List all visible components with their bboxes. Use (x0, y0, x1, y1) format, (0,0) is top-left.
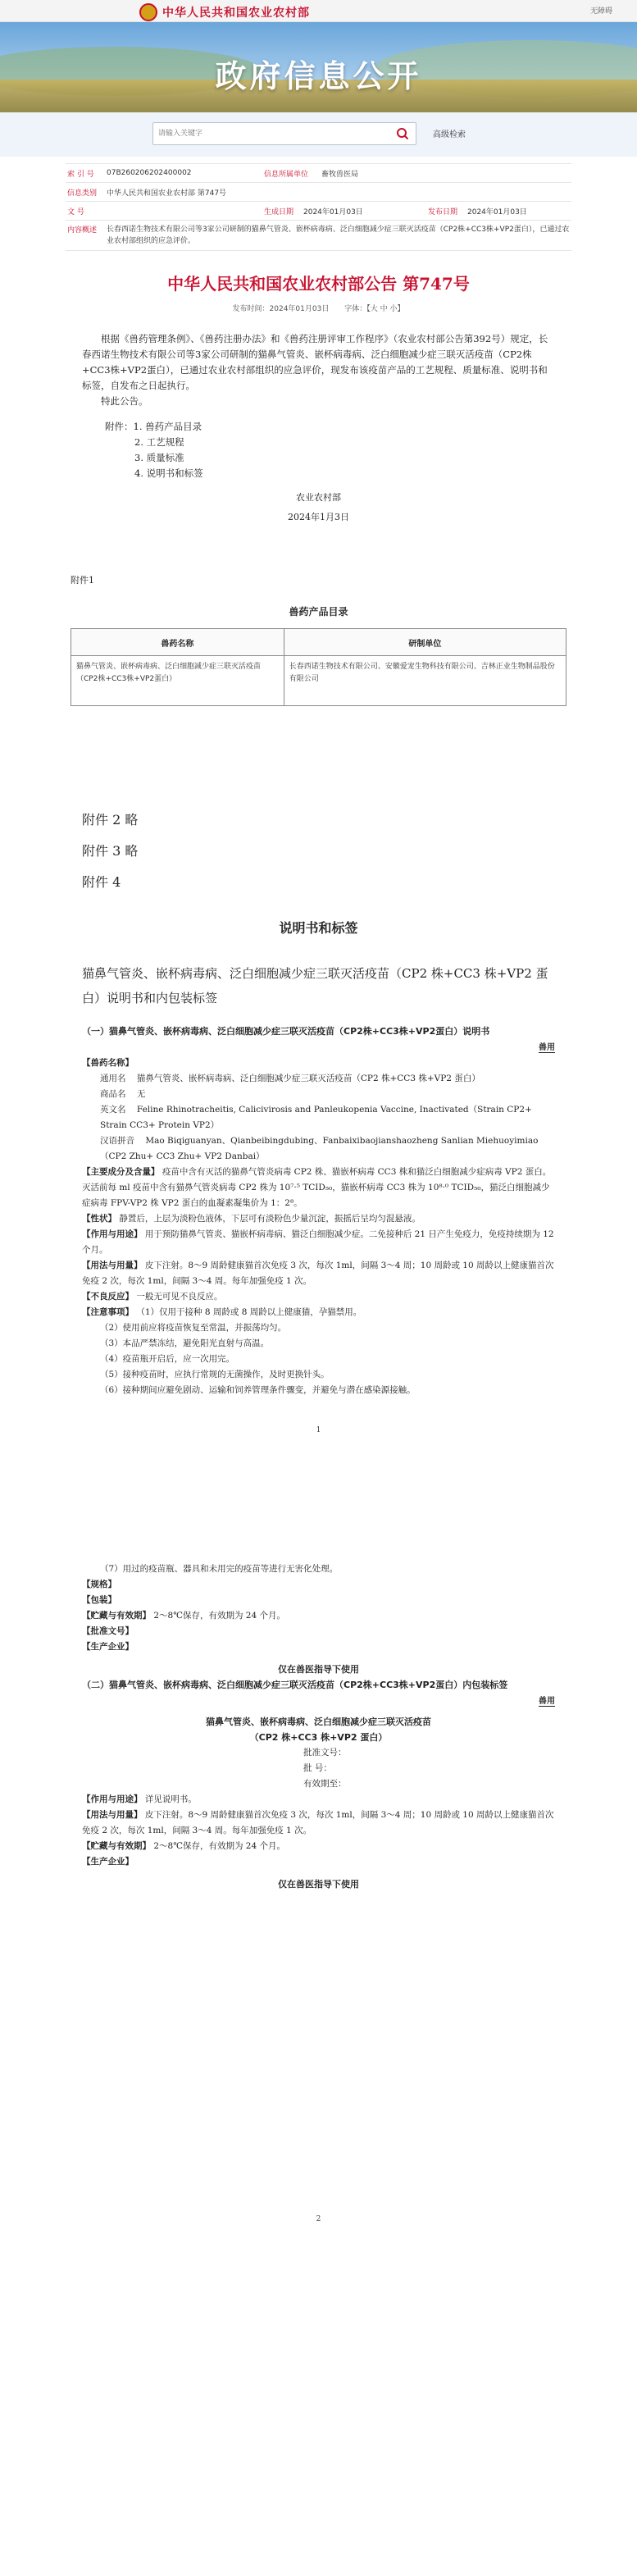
notice-title: 中华人民共和国农业农村部公告 第747号 (167, 274, 470, 294)
sign-date: 2024年1月3日 (288, 512, 349, 522)
notice-closing: 特此公告。 (101, 395, 148, 407)
label-title: 猫鼻气管炎、嵌杯病毒病、泛白细胞减少症三联灭活疫苗 (206, 1717, 431, 1727)
meta-value: 2024年01月03日 (303, 207, 363, 217)
search-box (152, 122, 416, 145)
search-icon (396, 127, 409, 140)
font-size-control[interactable]: 字体：【大 中 小】 (344, 305, 405, 313)
vet-use-tag: 兽用 (539, 1043, 555, 1052)
action-heading: 【作用与用途】 (82, 1794, 143, 1804)
annex-3: 附件 3 略 (82, 843, 139, 859)
meta-row-index (66, 164, 571, 183)
english-name-value: Feline Rhinotracheitis, Calicivirosis and Panleukopenia Vaccine, Inactivated（Strain CP2+ Strain CC3+ Protein VP2） (100, 1105, 532, 1130)
pack-heading: 【包装】 (82, 1595, 116, 1605)
caution-item: （3）本品严禁冻结，避免阳光直射与高温。 (100, 1338, 270, 1348)
annex-more (82, 805, 637, 898)
label-usage-value: 皮下注射。8～9 周龄健康猫首次免疫 3 次，每次 1ml，间隔 3～4 周；10 周龄或 10 周龄以上健康猫首次免疫 2 次，每次 1ml，间隔 3～4 周。每年加强免疫 1 次。 (82, 1810, 554, 1835)
search-input[interactable] (153, 129, 389, 139)
annex-item[interactable]: 4. 说明书和标签 (134, 467, 203, 479)
meta-row-dates (66, 202, 571, 221)
banner (0, 22, 637, 112)
label-batch-no: 批 号： (303, 1763, 332, 1773)
annex-2: 附件 2 略 (82, 812, 139, 828)
instructions-section (82, 1024, 555, 2227)
table-row (71, 656, 566, 706)
caution-item: （5）接种疫苗时，应执行常规的无菌操作，及时更换针头。 (100, 1370, 330, 1379)
usage-heading: 【用法与用量】 (82, 1810, 143, 1820)
cell-unit: 长春西诺生物技术有限公司、安徽爱宠生物科技有限公司、吉林正业生物制品股份有限公司 (284, 656, 566, 706)
product-table-title: 兽药产品目录 (289, 606, 348, 618)
page-number: 2 (316, 2215, 321, 2223)
meta-value: 2024年01月03日 (467, 207, 527, 217)
ingredient-heading: 【主要成分及含量】 (82, 1167, 160, 1177)
col-header-unit: 研制单位 (284, 629, 566, 656)
spec-heading: 【规格】 (82, 1580, 116, 1589)
page-number: 1 (316, 1426, 321, 1434)
meta-row-category (66, 183, 571, 202)
generic-name-value: 猫鼻气管炎、嵌杯病毒病、泛白细胞减少症三联灭活疫苗（CP2 株+CC3 株+VP2 蛋白） (136, 1074, 480, 1083)
col-header-name: 兽药名称 (71, 629, 284, 656)
annex-item[interactable]: 1. 兽药产品目录 (133, 421, 202, 432)
vet-use-tag: 兽用 (539, 1697, 555, 1706)
site-brand[interactable] (139, 3, 310, 21)
label-action-value: 详见说明书。 (144, 1794, 197, 1804)
pinyin-label: 汉语拼音 (100, 1136, 134, 1146)
product-table (71, 628, 566, 706)
signer: 农业农村部 (296, 492, 341, 503)
label-approval-no: 批准文号： (303, 1748, 347, 1758)
meta-label: 发布日期 (428, 207, 458, 217)
character-heading: 【性状】 (82, 1214, 116, 1224)
annex-item[interactable]: 2. 工艺规程 (134, 436, 184, 448)
adverse-heading: 【不良反应】 (82, 1292, 134, 1302)
trade-name-value: 无 (136, 1089, 146, 1099)
meta-label: 生成日期 (264, 207, 294, 217)
meta-label: 索 引 号 (67, 170, 94, 179)
storage-heading: 【贮藏与有效期】 (82, 1841, 151, 1851)
action-heading: 【作用与用途】 (82, 1229, 143, 1239)
annex-1 (71, 573, 566, 706)
storage-value: 2～8℃保存，有效期为 24 个月。 (153, 1841, 285, 1851)
notice-paragraph: 根据《兽药管理条例》、《兽药注册办法》和《兽药注册评审工作程序》（农业农村部公告第392号）规定，长春西诺生物技术有限公司等3家公司研制的猫鼻气管炎、嵌杯病毒病、泛白细胞减少症三联灭活疫苗（CP2株+CC3株+VP2蛋白），已通过农业农村部组织的应急评价，现发布该疫苗产品的工艺规程、质量标准、说明书和标签，自发布之日起执行。 (82, 333, 548, 391)
signoff (82, 488, 555, 527)
usage-heading: 【用法与用量】 (82, 1261, 143, 1270)
annex-list (105, 419, 555, 481)
trade-name-label: 商品名 (100, 1089, 126, 1099)
vet-only-note: 仅在兽医指导下使用 (278, 1664, 359, 1675)
vet-only-note: 仅在兽医指导下使用 (278, 1879, 359, 1890)
section-1-heading: （一）猫鼻气管炎、嵌杯病毒病、泛白细胞减少症三联灭活疫苗（CP2株+CC3株+VP2蛋白）说明书 (82, 1026, 490, 1037)
action-value: 用于预防猫鼻气管炎、猫嵌杯病毒病、猫泛白细胞减少症。二免接种后 21 日产生免疫力，免疫持续期为 12 个月。 (82, 1229, 554, 1255)
maker-heading: 【生产企业】 (82, 1642, 134, 1652)
national-emblem-icon (139, 3, 157, 21)
meta-value: 07B260206202400002 (107, 169, 192, 177)
meta-label: 文 号 (67, 207, 84, 217)
caution-item: （2）使用前应将疫苗恢复至常温，并振荡均匀。 (100, 1323, 287, 1333)
labels-doc-title: 说明书和标签 (279, 920, 358, 936)
metadata-table (66, 163, 571, 251)
english-name-label: 英文名 (100, 1105, 126, 1115)
meta-value: 畜牧兽医局 (321, 170, 359, 179)
meta-label: 信息类别 (67, 189, 98, 198)
banner-title: 政府信息公开 (215, 57, 422, 94)
annex-4: 附件 4 (82, 874, 121, 890)
adverse-value: 一般无可见不良反应。 (136, 1292, 223, 1302)
labels-doc-subtitle: 猫鼻气管炎、嵌杯病毒病、泛白细胞减少症三联灭活疫苗（CP2 株+CC3 株+VP2 蛋白）说明书和内包装标签 (82, 966, 548, 1005)
annex-1-label: 附件1 (71, 575, 94, 586)
accessibility-link[interactable]: 无障碍 (589, 7, 612, 16)
label-title-strain: （CP2 株+CC3 株+VP2 蛋白） (249, 1732, 388, 1743)
caution-item: （7）用过的疫苗瓶、器具和未用完的疫苗等进行无害化处理。 (100, 1564, 339, 1574)
section-2-heading: （二）猫鼻气管炎、嵌杯病毒病、泛白细胞减少症三联灭活疫苗（CP2株+CC3株+VP2蛋白）内包装标签 (82, 1680, 508, 1690)
site-name: 中华人民共和国农业农村部 (162, 7, 310, 20)
notice-subline (0, 303, 637, 313)
label-expiry: 有效期至： (303, 1779, 347, 1789)
storage-value: 2～8℃保存，有效期为 24 个月。 (153, 1611, 285, 1621)
drug-name-heading: 【兽药名称】 (82, 1058, 134, 1068)
meta-label: 内容概述 (67, 226, 98, 235)
publish-date: 发布时间：2024年01月03日 (232, 305, 330, 313)
character-value: 静置后，上层为淡粉色液体，下层可有淡粉色少量沉淀，振摇后呈均匀混悬液。 (119, 1214, 421, 1224)
search-bar (0, 112, 637, 157)
storage-heading: 【贮藏与有效期】 (82, 1611, 151, 1621)
meta-value: 长春西诺生物技术有限公司等3家公司研制的猫鼻气管炎、嵌杯病毒病、泛白细胞减少症三联灭活疫苗（CP2株+CC3株+VP2蛋白），已通过农业农村部组织的应急评价。 (107, 226, 570, 245)
ingredient-value: 疫苗中含有灭活的猫鼻气管炎病毒 CP2 株、猫嵌杯病毒 CC3 株和猫泛白细胞减少症病毒 VP2 蛋白。灭活前每 ml 疫苗中含有猫鼻气管炎病毒 CP2 株为 10⁷·⁵ TCID₅₀，猫嵌杯病毒 CC3 株为 10⁸·⁰ TCID₅₀，猫泛白细胞减少症病毒 FPV-VP2 株 VP2 蛋白的血凝素凝集价为 1：2⁸。 (82, 1167, 552, 1208)
caution-item: （6）接种期间应避免剧动、运输和饲养管理条件骤变，并避免与潜在感染源接触。 (100, 1385, 416, 1395)
approval-heading: 【批准文号】 (82, 1626, 134, 1636)
advanced-search-link[interactable]: 高级检索 (433, 130, 466, 139)
meta-value: 中华人民共和国农业农村部 第747号 (107, 189, 227, 198)
meta-row-summary (66, 221, 571, 251)
caution-heading: 【注意事项】 (82, 1307, 134, 1317)
annex-item[interactable]: 3. 质量标准 (134, 452, 184, 463)
pinyin-value: Mao Biqiguanyan、Qianbeibingdubing、Fanbaixibaojianshaozheng Sanlian Miehuoyimiao（CP2 Zhu+ CC3 Zhu+ VP2 Danbai） (100, 1136, 539, 1161)
cell-name: 猫鼻气管炎、嵌杯病毒病、泛白细胞减少症三联灭活疫苗（CP2株+CC3株+VP2蛋白） (71, 656, 284, 706)
caution-item: （1）仅用于接种 8 周龄或 8 周龄以上健康猫，孕猫禁用。 (136, 1307, 362, 1317)
notice-body (82, 331, 555, 527)
maker-heading: 【生产企业】 (82, 1857, 134, 1867)
meta-label: 信息所属单位 (264, 170, 309, 179)
generic-name-label: 通用名 (100, 1074, 126, 1083)
caution-item: （4）疫苗瓶开启后，应一次用完。 (100, 1354, 235, 1364)
usage-value: 皮下注射。8～9 周龄健康猫首次免疫 3 次，每次 1ml，间隔 3～4 周；10 周龄或 10 周龄以上健康猫首次免疫 2 次，每次 1ml，间隔 3～4 周。每年加强免疫 1 次。 (82, 1261, 554, 1286)
top-bar (0, 0, 637, 22)
annex-prefix: 附件： (105, 421, 134, 432)
search-button[interactable] (389, 123, 416, 144)
